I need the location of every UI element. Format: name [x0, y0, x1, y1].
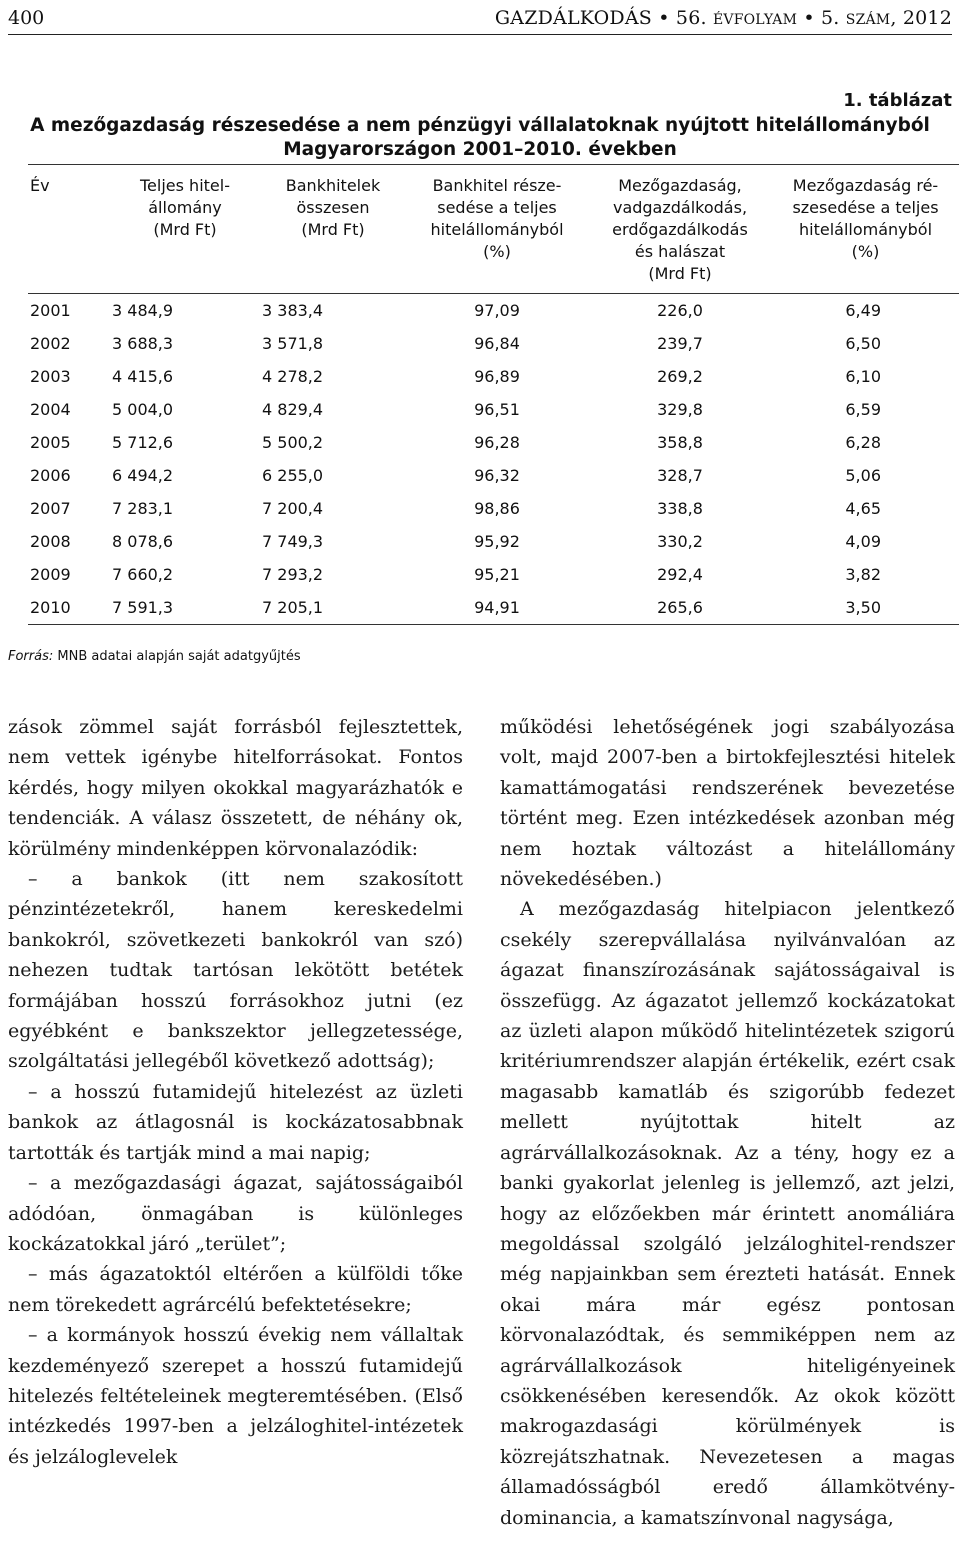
- list-item: – a bankok (itt nem szakosított pénzintézetekről, hanem kereskedelmi bankokról, szövetkezeti bankokról van szó) nehezen tudtak tartósan lekötött betétek formájában hosszú forrásokhoz jutni (ez egyébként e bankszektor jellegzetessége, szolgáltatási jellegéből következő adottság);: [8, 868, 463, 1073]
- issue-label: SZÁM: [845, 12, 891, 28]
- journal-name: GAZDÁLKODÁS: [494, 7, 652, 29]
- value-cell: 226,0: [657, 301, 703, 320]
- list-item: – a mezőgazdasági ágazat, sajátosságaiból adódóan, önmagában is különleges kockázatokkal járó „terület”;: [8, 1172, 463, 1255]
- value-cell: 7 749,3: [262, 532, 324, 551]
- list-item: – más ágazatoktól eltérően a külföldi tőke nem törekedett agrárcélú befektetésekre;: [8, 1263, 463, 1316]
- value-cell: 5 004,0: [112, 400, 174, 419]
- table-row: [28, 360, 959, 393]
- value-cell: 6,50: [845, 334, 881, 353]
- year-cell: 2002: [30, 334, 71, 353]
- table-header-row: [28, 165, 959, 294]
- bullet-separator: •: [658, 7, 676, 29]
- value-cell: 7 591,3: [110, 591, 260, 625]
- paragraph: működési lehetőségének jogi szabályozása volt, majd 2007-ben a birtokfejlesztési hitelek kamattámogatási rendszerének bevezetése történt meg. Ezen intézkedések azonban még nem hoztak változást a hitelállomány növekedésében.): [500, 716, 955, 891]
- table-row: [28, 459, 959, 492]
- running-head: [8, 4, 952, 35]
- value-cell: 8 078,6: [112, 532, 174, 551]
- value-cell: 97,09: [474, 301, 520, 320]
- value-cell: 6,10: [845, 367, 881, 386]
- value-cell: 6,28: [845, 433, 881, 452]
- value-cell: 7 205,1: [260, 591, 406, 625]
- value-cell: 94,91: [406, 591, 588, 625]
- value-cell: 96,89: [474, 367, 520, 386]
- table-title-line1: A mezőgazdaság részesedése a nem pénzügyi vállalatoknak nyújtott hitelállományból: [30, 115, 930, 136]
- value-cell: 5,06: [845, 466, 881, 485]
- value-cell: 96,32: [474, 466, 520, 485]
- value-cell: 4 278,2: [262, 367, 324, 386]
- column-header: Bankhitel része- sedése a teljes hitelállományból (%): [406, 165, 588, 294]
- issue-year: 2012: [902, 7, 952, 29]
- value-cell: 7 660,2: [112, 565, 174, 584]
- year-cell: 2009: [30, 565, 71, 584]
- list-item: – a kormányok hosszú évekig nem vállaltak kezdeményező szerepet a hosszú futamidejű hitelezés feltételeinek megteremtésében. (Első intézkedés 1997-ben a jelzáloghitel-intézetek és jelzáloglevelek: [8, 1324, 463, 1468]
- value-cell: 292,4: [657, 565, 703, 584]
- page-number: 400: [8, 7, 45, 29]
- paragraph: A mezőgazdaság hitelpiacon jelentkező csekély szerepvállalása nyilvánvalóan az ágazat finanszírozásának sajátosságaival is összefügg. Az ágazatot jellemző kockázatokat az üzleti alapon működő hitelintézetek szigorú kritériumrendszer alapján értékelik, ezért csak magasabb kamatláb és szigorúbb fedezet mellett nyújtottak hitelt az agrárvállalkozásoknak. Az a tény, hogy ez a banki gyakorlat jelenleg is jellemző, azt jelzi, hogy az előzőekben már érintett anomáliára megoldással szolgáló jelzáloghitel-rendszer még napjainkban sem érezteti hatását. Ennek okai mára már egész pontosan körvonalazódtak, és semmiképpen nem az agrárvállalkozások hiteligényeinek csökkenésében keresendők. Az okok között makrogazdasági körülmények is közrejátszhatnak. Nevezetesen a magas államadósságból eredő államkötvény-dominancia, a kamatszínvonal nagysága,: [500, 898, 955, 1529]
- value-cell: 3,82: [845, 565, 881, 584]
- year-cell: 2003: [30, 367, 71, 386]
- value-cell: 95,21: [474, 565, 520, 584]
- value-cell: 6 494,2: [112, 466, 174, 485]
- value-cell: 3 383,4: [262, 301, 324, 320]
- volume-number: 56.: [675, 7, 707, 29]
- value-cell: 4 829,4: [262, 400, 324, 419]
- table-caption: 1. táblázat: [843, 90, 952, 111]
- value-cell: 4,65: [845, 499, 881, 518]
- value-cell: 5 712,6: [112, 433, 174, 452]
- list-item: – a hosszú futamidejű hitelezést az üzleti bankok az átlagosnál is kockázatosabbnak tartották és tartják mind a mai napig;: [8, 1080, 463, 1164]
- value-cell: 95,92: [474, 532, 520, 551]
- journal-sep: •: [797, 7, 821, 29]
- value-cell: 328,7: [657, 466, 703, 485]
- year-cell: 2001: [30, 301, 71, 320]
- column-header: Teljes hitel- állomány (Mrd Ft): [110, 165, 260, 294]
- issue-number: 5.: [821, 7, 840, 29]
- table-row: [28, 327, 959, 360]
- year-cell: 2005: [30, 433, 71, 452]
- value-cell: 4,09: [845, 532, 881, 551]
- table-row: [28, 492, 959, 525]
- value-cell: 6,59: [845, 400, 881, 419]
- value-cell: 3 571,8: [262, 334, 324, 353]
- value-cell: 7 293,2: [262, 565, 324, 584]
- value-cell: 330,2: [657, 532, 703, 551]
- year-cell: 2008: [30, 532, 71, 551]
- value-cell: 6,49: [845, 301, 881, 320]
- value-cell: 269,2: [657, 367, 703, 386]
- data-table: [28, 164, 959, 625]
- table-row: [28, 426, 959, 459]
- value-cell: 96,28: [474, 433, 520, 452]
- source-text: MNB adatai alapján saját adatgyűjtés: [53, 649, 301, 664]
- table-body: [28, 294, 959, 625]
- journal-info: [495, 7, 952, 29]
- value-cell: 4 415,6: [112, 367, 174, 386]
- value-cell: 96,51: [474, 400, 520, 419]
- paragraph: zások zömmel saját forrásból fejlesztettek, nem vettek igénybe hitelforrásokat. Fontos kérdés, hogy milyen okokkal magyarázhatók e tendenciák. A válasz összetett, de néhány ok, körülmény mindenképpen körvonalazódik:: [8, 716, 463, 860]
- value-cell: 358,8: [657, 433, 703, 452]
- value-cell: 3,50: [772, 591, 959, 625]
- column-header: Év: [28, 165, 110, 294]
- table-row: [28, 393, 959, 426]
- body-column-left: [8, 712, 463, 1472]
- year-cell: 2004: [30, 400, 71, 419]
- year-cell: 2010: [28, 591, 110, 625]
- value-cell: 5 500,2: [262, 433, 324, 452]
- year-comma: ,: [890, 7, 903, 29]
- table-source: [8, 649, 301, 664]
- value-cell: 96,84: [474, 334, 520, 353]
- table-row: [28, 525, 959, 558]
- value-cell: 3 688,3: [112, 334, 174, 353]
- year-cell: 2007: [30, 499, 71, 518]
- value-cell: 6 255,0: [262, 466, 324, 485]
- value-cell: 98,86: [474, 499, 520, 518]
- value-cell: 329,8: [657, 400, 703, 419]
- volume-label: ÉVFOLYAM: [712, 12, 798, 28]
- column-header: Mezőgazdaság, vadgazdálkodás, erdőgazdálkodás és halászat (Mrd Ft): [588, 165, 772, 294]
- table-row: [28, 558, 959, 591]
- table-row: [28, 294, 959, 328]
- value-cell: 7 200,4: [262, 499, 324, 518]
- body-column-right: [500, 712, 955, 1533]
- table-title-line2: Magyarországon 2001–2010. években: [283, 139, 677, 160]
- value-cell: 3 484,9: [112, 301, 174, 320]
- value-cell: 265,6: [588, 591, 772, 625]
- value-cell: 7 283,1: [112, 499, 174, 518]
- source-label: Forrás:: [8, 649, 54, 664]
- table-header: [28, 165, 959, 294]
- table-row: [28, 591, 959, 625]
- year-cell: 2006: [30, 466, 71, 485]
- value-cell: 338,8: [657, 499, 703, 518]
- value-cell: 239,7: [657, 334, 703, 353]
- column-header: Mezőgazdaság ré- szesedése a teljes hitelállományból (%): [772, 165, 959, 294]
- column-header: Bankhitelek összesen (Mrd Ft): [260, 165, 406, 294]
